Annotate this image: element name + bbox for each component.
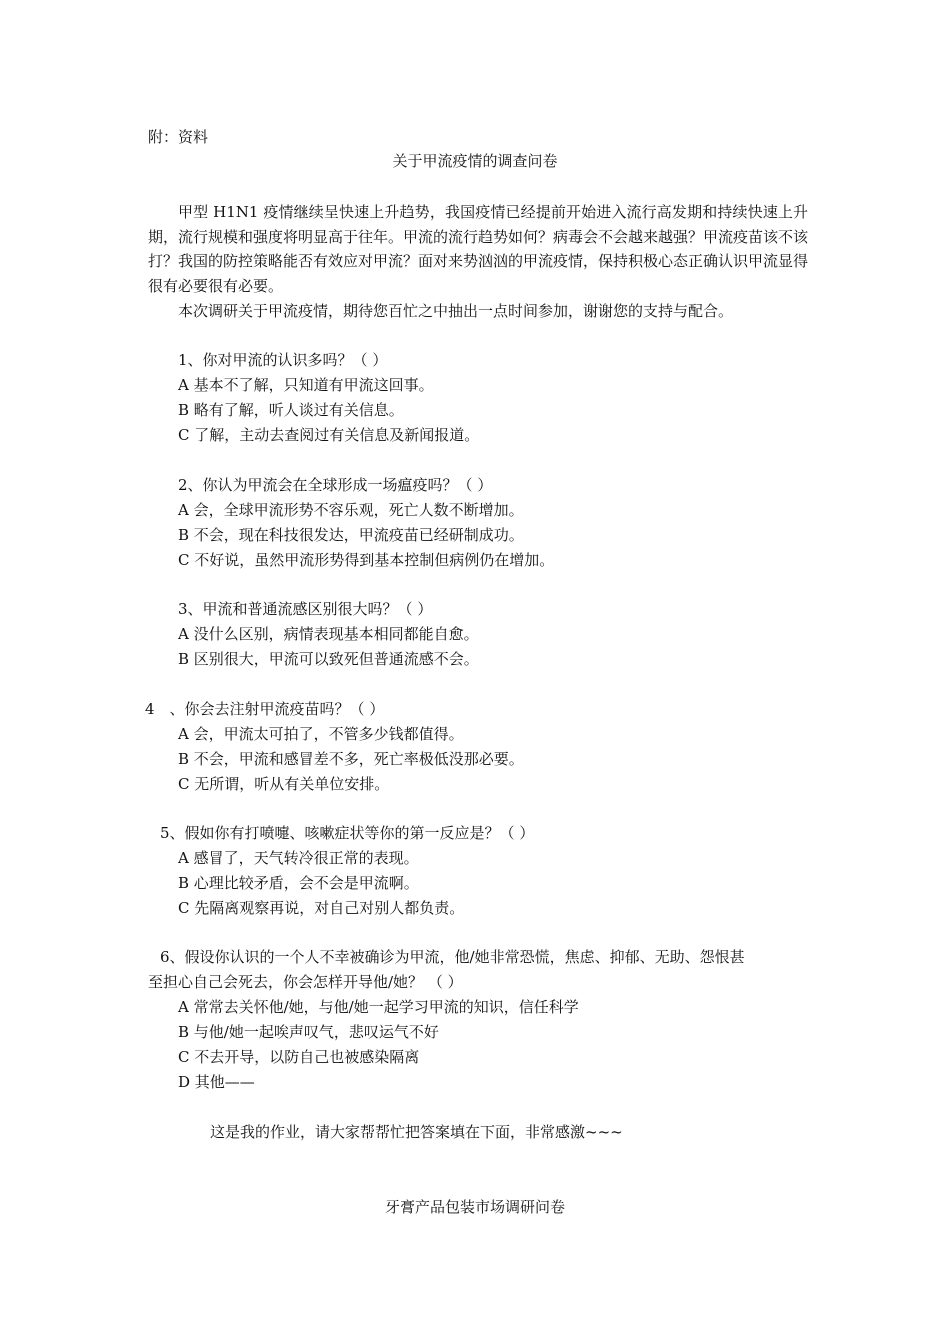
question-4-option-c: C 无所谓，听从有关单位安排。 [178,775,390,793]
intro-invitation: 本次调研关于甲流疫情，期待您百忙之中抽出一点时间参加，谢谢您的支持与配合。 [178,302,734,320]
question-1-option-c: C 了解，主动去查阅过有关信息及新闻报道。 [178,426,480,444]
question-3-option-a: A 没什么区别，病情表现基本相同都能自愈。 [178,625,479,643]
question-6-option-c: C 不去开导，以防自己也被感染隔离 [178,1048,420,1066]
attachment-label: 附：资料 [148,128,209,146]
question-5-option-a: A 感冒了，天气转冷很正常的表现。 [178,849,419,867]
question-6-option-d: D 其他—— [178,1073,255,1091]
question-6-option-b: B 与他/她一起唉声叹气，悲叹运气不好 [178,1023,439,1041]
question-2-option-a: A 会，全球甲流形势不容乐观，死亡人数不断增加。 [178,501,524,519]
survey-title: 关于甲流疫情的调查问卷 [392,152,558,170]
next-survey-title: 牙膏产品包装市场调研问卷 [384,1198,565,1216]
question-6-prompt-line-1: 6、假设你认识的一个人不幸被确诊为甲流，他/她非常恐慌，焦虑、抑郁、无助、怨恨甚 [160,948,745,966]
question-4-option-a: A 会，甲流太可拍了，不管多少钱都值得。 [178,725,464,743]
question-5-prompt: 5、假如你有打喷嚏、咳嗽症状等你的第一反应是？（ ） [160,824,535,842]
question-6-prompt-line-2: 至担心自己会死去，你会怎样开导他/她？ （ ） [148,973,463,991]
question-3-option-b: B 区别很大，甲流可以致死但普通流感不会。 [178,650,479,668]
question-1-option-a: A 基本不了解，只知道有甲流这回事。 [178,376,434,394]
question-1-prompt: 1、你对甲流的认识多吗？（ ） [178,351,388,369]
question-1-option-b: B 略有了解，听人谈过有关信息。 [178,401,404,419]
question-2-prompt: 2、你认为甲流会在全球形成一场瘟疫吗？（ ） [178,476,493,494]
intro-paragraph: 甲型 H1N1 疫情继续呈快速上升趋势，我国疫情已经提前开始进入流行高发期和持续快速上升期，流行规模和强度将明显高于往年。甲流的流行趋势如何？病毒会不会越来越强？甲流疫苗该不该打？我国的防控策略能否有效应对甲流？面对来势汹汹的甲流疫情，保持积极心态正确认识甲流显得很有必要很有必要。 [148,203,809,295]
question-4-prompt: 4 、你会去注射甲流疫苗吗？（ ） [145,700,385,718]
question-4-option-b: B 不会，甲流和感冒差不多，死亡率极低没那必要。 [178,750,524,768]
question-2-option-c: C 不好说，虽然甲流形势得到基本控制但病例仍在增加。 [178,551,555,569]
question-5-option-b: B 心理比较矛盾，会不会是甲流啊。 [178,874,419,892]
homework-note: 这是我的作业，请大家帮帮忙把答案填在下面，非常感激~~~ [210,1123,623,1141]
question-2-option-b: B 不会，现在科技很发达，甲流疫苗已经研制成功。 [178,526,524,544]
question-5-option-c: C 先隔离观察再说，对自己对别人都负责。 [178,899,465,917]
question-6-option-a: A 常常去关怀他/她，与他/她一起学习甲流的知识，信任科学 [178,998,579,1016]
question-3-prompt: 3、甲流和普通流感区别很大吗？（ ） [178,600,433,618]
